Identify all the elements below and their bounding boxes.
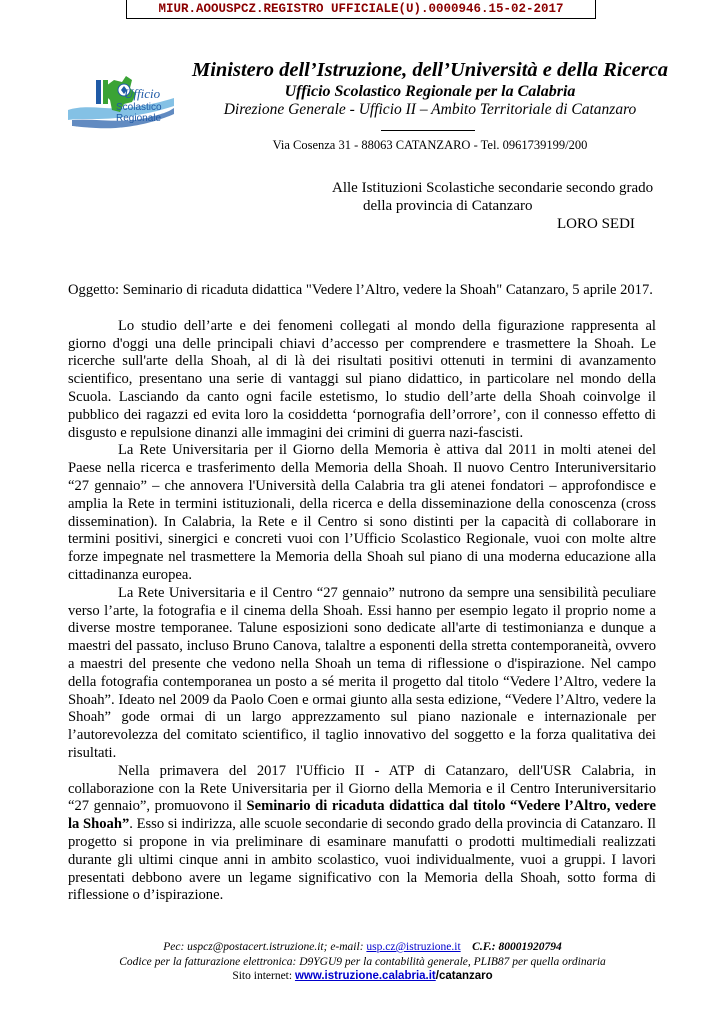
subject-line: Oggetto: Seminario di ricaduta didattica "Vedere l’Altro, vedere la Shoah" Catanzaro, 5 aprile 2017. — [68, 282, 653, 298]
protocol-stamp — [126, 0, 596, 19]
direzione-subtitle: Direzione Generale - Ufficio II – Ambito Territoriale di Catanzaro — [223, 101, 637, 118]
protocol-number: MIUR.AOOUSPCZ.REGISTRO UFFICIALE(U).0000946.15-02-2017 — [158, 2, 564, 16]
usr-logo — [66, 58, 176, 140]
footer-fatturazione: Codice per la fatturazione elettronica: D9YGU9 per la contabilità generale, PLIB87 per quella ordinaria — [119, 955, 606, 968]
paragraph-4-intro: Nella primavera del 2017 l'Ufficio II - ATP di Catanzaro, dell'USR Calabria, in collaborazione con la Rete Universitaria per il Giorno della Memoria e il Centro Interuniversitario “27 gennaio”, promuovono il — [68, 762, 656, 815]
footer-site-link[interactable]: www.istruzione.calabria.it — [294, 970, 436, 982]
page-footer — [60, 940, 665, 984]
footer-cf: C.F.: 80001920794 — [472, 941, 562, 953]
footer-contacts — [60, 940, 665, 955]
footer-site-path: /catanzaro — [435, 970, 493, 982]
footer-site-label: Sito internet: — [232, 970, 295, 982]
recipient-line-2: della provincia di Catanzaro — [363, 198, 533, 214]
paragraph-3: La Rete Universitaria e il Centro “27 gennaio” nutrono da sempre una sensibilità peculiare verso l’arte, la fotografia e il cinema della Shoah. Essi hanno per esempio legato il proprio nome a diverse mostre temporanee. Talune esposizioni sono dedicate all'arte di testimonianza e dunque a maestri del passato, incluso Bruno Canova, talaltre a esponenti della stretta contemporaneità, ovvero a maestri del presente che vedono nella Shoah un tema di riflessione o d'ispirazione. Nel campo della fotografia contemporanea un posto a sé merita il progetto dal titolo “Vedere l’Altro, vedere la Shoah”. Ideato nel 2009 da Paolo Coen e ormai giunto alla sesta edizione, “Vedere l’Altro, vedere la Shoah” gode ormai di un largo apprezzamento sul piano nazionale e internazionale per l’autorevolezza del comitato scientifico, il taglio innovativo del soggetto e la forza qualitativa dei risultati. — [68, 584, 656, 761]
paragraph-2: La Rete Universitaria per il Giorno della Memoria è attiva dal 2011 in molti atenei del Paese nella ricerca e trasferimento della Memoria della Shoah. Il nuovo Centro Interuniversitario “27 gennaio” – che annovera l'Università della Calabria tra gli atenei fondatori – approfondisce e amplia la Rete in termini istituzionali, della ricerca e della disseminazione della conoscenza (cross dissemination). In Calabria, la Rete e il Centro si sono distinti per la capacità di collaborare in termini positivi, sinergici e concreti vuoi con l’Ufficio Scolastico Regionale, vuoi con molte altre forze impegnate nel trasmettere la Memoria della Shoah sul piano di una moderna educazione alla cittadinanza europea. — [68, 442, 656, 583]
footer-email-link[interactable]: usp.cz@istruzione.it — [366, 941, 461, 953]
logo-text-ufficio: Ufficio — [124, 86, 161, 101]
paragraph-1: Lo studio dell’arte e dei fenomeni collegati al mondo della figurazione rappresenta al giorno d'oggi una delle principali chiavi d’accesso per comprendere e trasmettere la Shoah. Le ricerche sull'arte della Shoah, al di là dei risultati positivi ottenuti in termini di avanzamento scientifico, presentano una serie di vantaggi sul piano didattico, in particolare nel mondo della Scuola. Lasciando da canto ogni facile estetismo, lo studio dell’arte della Shoah coinvolge il pubblico dei ragazzi ed evita loro la cosiddetta ‘pornografia dell’orrore’, con il connesso effetto di disgusto e repulsione dinanzi alle immagini dei crimini di guerra nazi-fascisti. — [68, 317, 656, 441]
calabria-map-logo-icon — [66, 58, 176, 140]
ministry-title: Ministero dell’Istruzione, dell’Università e della Ricerca — [191, 59, 669, 81]
letter-body — [68, 282, 656, 905]
recipient-line-1: Alle Istituzioni Scolastiche secondarie secondo grado — [332, 180, 654, 196]
ufficio-title: Ufficio Scolastico Regionale per la Calabria — [284, 83, 576, 100]
footer-site — [60, 969, 665, 984]
paragraph-4-seminar-title: Seminario di ricaduta didattica dal titolo “Vedere l’Altro, vedere la Shoah” — [68, 798, 656, 833]
logo-text-regionale: Regionale — [116, 113, 162, 124]
footer-pec: Pec: uspcz@postacert.istruzione.it; e-mail: — [163, 941, 367, 953]
paragraph-4 — [68, 763, 656, 905]
logo-text-scolastico: Scolastico — [116, 102, 162, 113]
paragraph-4-rest: . Esso si indirizza, alle scuole secondarie di secondo grado della provincia di Catanzaro. Il progetto si propone in via preliminare di esaminare manufatti o prodotti multimediali realizzati durante gli ultimi cinque anni in ambito scolastico, vuoi individualmente, vuoi a gruppi. I lavori presentati debbono avere un legame significativo con la Memoria della Shoah, sotto forma di riflessione o d’ispirazione. — [68, 816, 656, 904]
office-address: Via Cosenza 31 - 88063 CATANZARO - Tel. 0961739199/200 — [272, 138, 588, 152]
header-divider — [381, 130, 475, 131]
recipient-line-3: LORO SEDI — [557, 216, 635, 232]
